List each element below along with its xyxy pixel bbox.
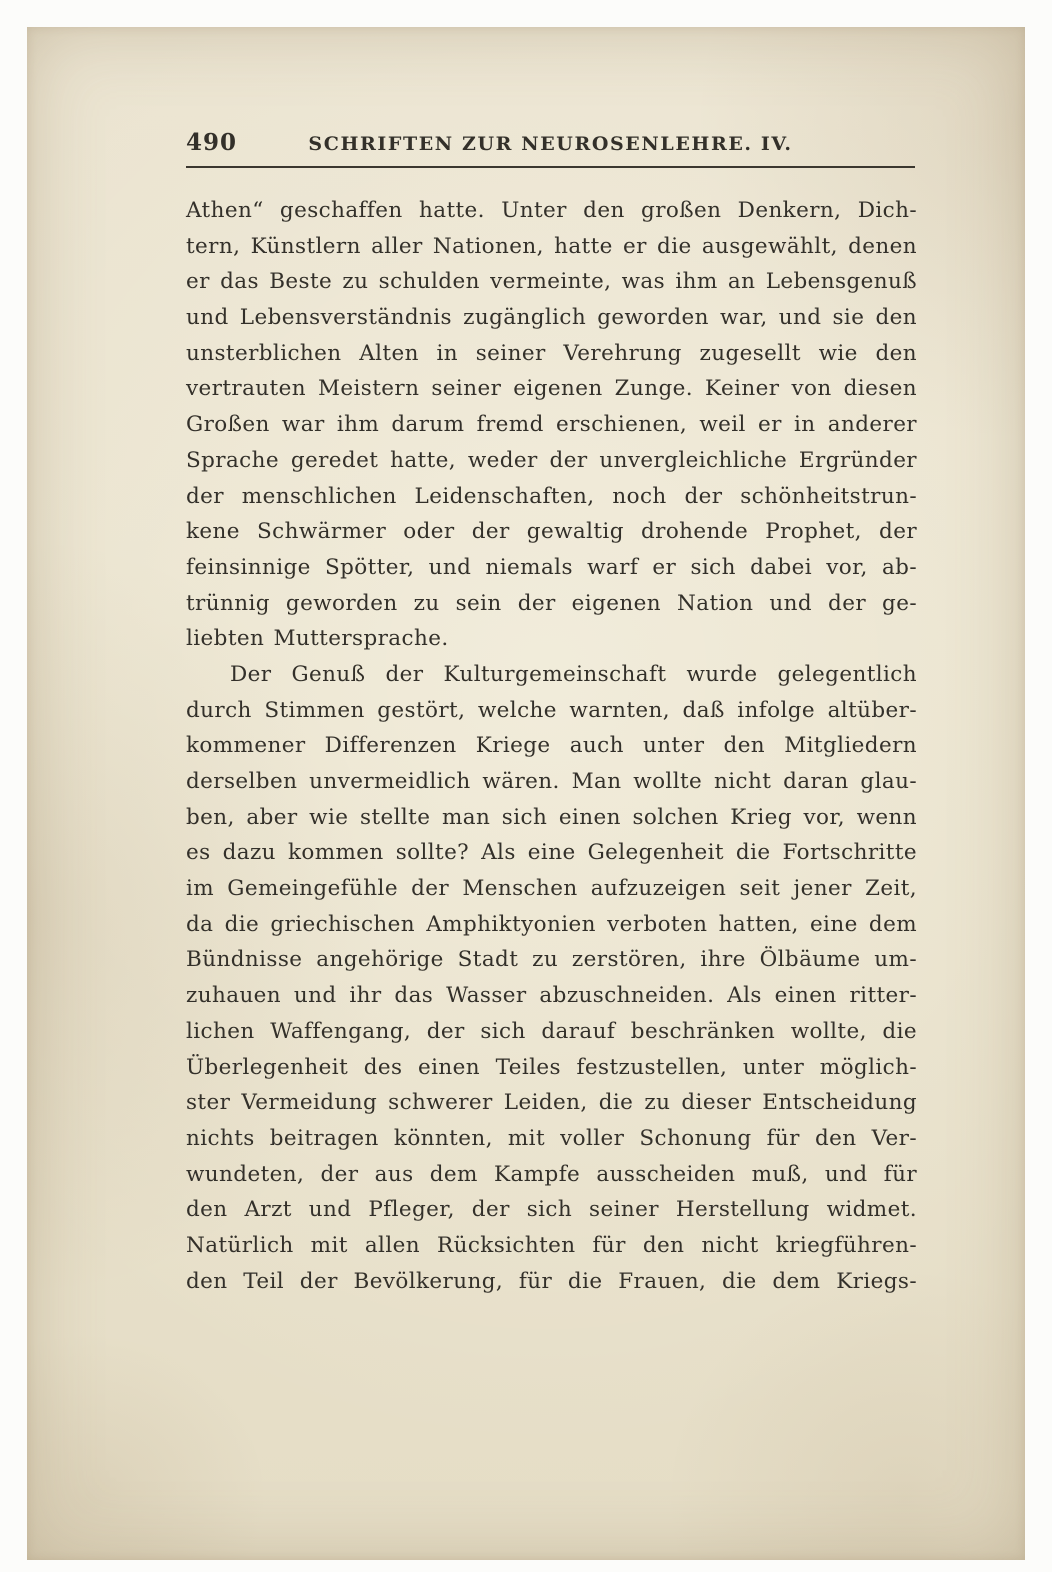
- text-line: den Arzt und Pfleger, der sich seiner Herstellung widmet.: [186, 1197, 917, 1223]
- text-line: Athen“ geschaffen hatte. Unter den großen Denkern, Dich-: [186, 198, 917, 223]
- text-line: Überlegenheit des einen Teiles festzustellen, unter möglich-: [186, 1054, 917, 1080]
- text-line: ster Vermeidung schwerer Leiden, die zu dieser Entscheidung: [186, 1090, 917, 1116]
- text-line: trünnig geworden zu sein der eigenen Nation und der ge-: [186, 590, 917, 616]
- text-line: tern, Künstlern aller Nationen, hatte er die ausgewählt, denen: [186, 233, 917, 259]
- text-line: den Teil der Bevölkerung, für die Frauen, die dem Kriegs-: [186, 1268, 917, 1294]
- scanned-page: [27, 27, 1025, 1560]
- text-line: im Gemeingefühle der Menschen aufzuzeigen seit jener Zeit,: [186, 876, 917, 902]
- text-line: wundeten, der aus dem Kampfe ausscheiden muß, und für: [186, 1161, 917, 1187]
- text-line: er das Beste zu schulden vermeinte, was ihm an Lebensgenuß: [186, 269, 917, 295]
- text-line: Natürlich mit allen Rücksichten für den nicht kriegführen-: [186, 1232, 917, 1258]
- text-line: Der Genuß der Kulturgemeinschaft wurde gelegentlich: [230, 661, 917, 687]
- text-line: nichts beitragen könnten, mit voller Schonung für den Ver-: [186, 1125, 917, 1151]
- body-text: [186, 193, 917, 1299]
- text-line: da die griechischen Amphiktyonien verboten hatten, eine dem: [186, 911, 917, 937]
- text-line: feinsinnige Spötter, und niemals warf er sich dabei vor, ab-: [186, 554, 917, 580]
- text-line: ben, aber wie stellte man sich einen solchen Krieg vor, wenn: [186, 804, 917, 830]
- text-line: kene Schwärmer oder der gewaltig drohende Prophet, der: [186, 519, 917, 545]
- text-line: es dazu kommen sollte? Als eine Gelegenheit die Fortschritte: [186, 840, 917, 866]
- running-header: SCHRIFTEN ZUR NEUROSENLEHRE. IV.: [308, 133, 793, 155]
- text-line: derselben unvermeidlich wären. Man wollte nicht daran glau-: [186, 769, 917, 794]
- text-line: Bündnisse angehörige Stadt zu zerstören, ihre Ölbäume um-: [186, 947, 917, 973]
- text-line: Sprache geredet hatte, weder der unvergleichliche Ergründer: [186, 447, 917, 473]
- text-line: zuhauen und ihr das Wasser abzuschneiden. Als einen ritter-: [186, 983, 917, 1009]
- text-line: der menschlichen Leidenschaften, noch der schönheitstrun-: [186, 483, 917, 509]
- text-line: kommener Differenzen Kriege auch unter den Mitgliedern: [186, 733, 917, 759]
- text-line: lichen Waffengang, der sich darauf beschränken wollte, die: [186, 1018, 917, 1044]
- text-line: durch Stimmen gestört, welche warnten, daß infolge altüber-: [186, 697, 917, 723]
- text-line: unsterblichen Alten in seiner Verehrung zugesellt wie den: [186, 340, 917, 366]
- page-header: [186, 125, 915, 168]
- page-number: 490: [186, 129, 238, 156]
- text-line: und Lebensverständnis zugänglich geworden war, und sie den: [186, 305, 917, 331]
- text-line: vertrauten Meistern seiner eigenen Zunge. Keiner von diesen: [186, 376, 917, 402]
- text-line: Großen war ihm darum fremd erschienen, weil er in anderer: [186, 412, 917, 438]
- text-line: liebten Muttersprache.: [186, 626, 449, 652]
